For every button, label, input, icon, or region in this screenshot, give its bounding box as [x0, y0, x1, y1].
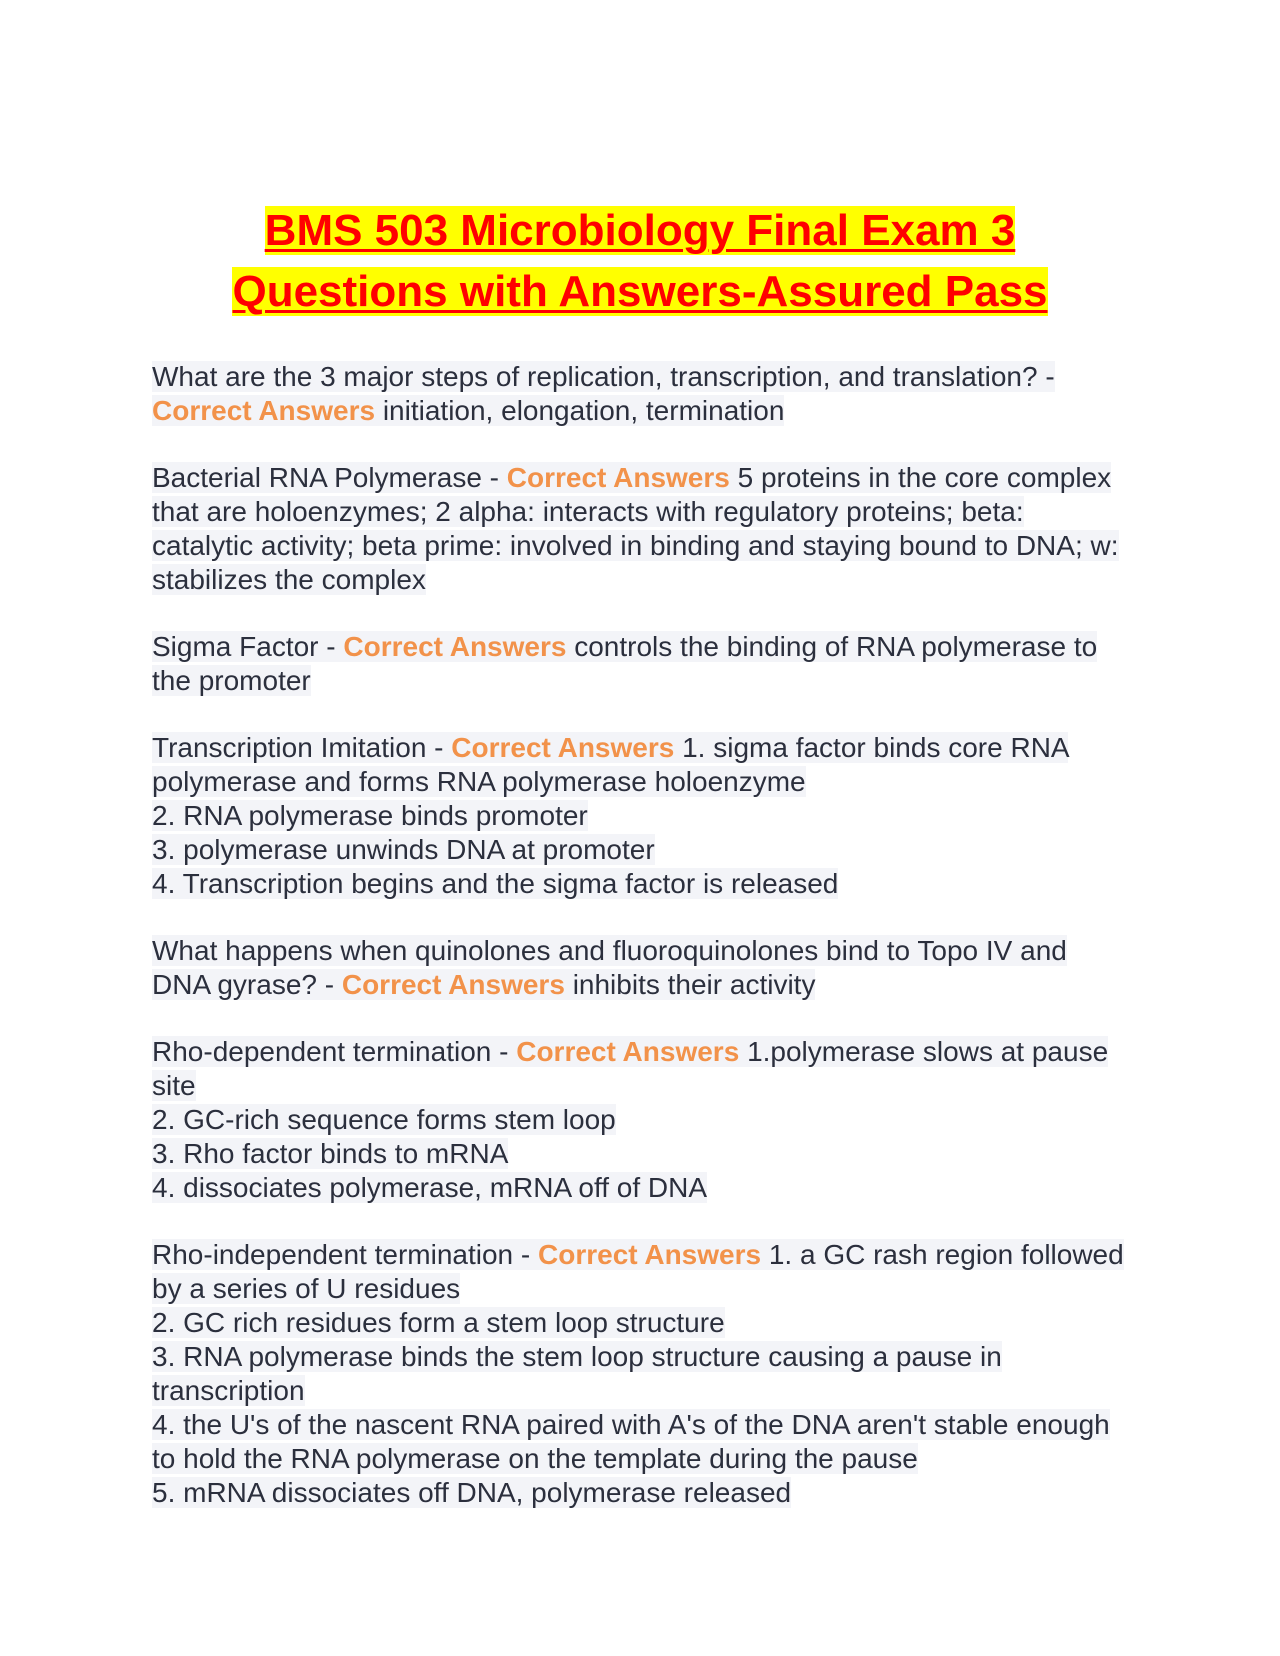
answer-step: 4. Transcription begins and the sigma factor is released [152, 868, 839, 899]
question-text: Sigma Factor - [152, 631, 336, 662]
qa-item [152, 1238, 1132, 1510]
answer-text: 1.polymerase slows at pause site [152, 1036, 1109, 1101]
answer-label: Correct Answers [516, 1036, 740, 1067]
answer-label: Correct Answers [538, 1239, 762, 1270]
answer-text: initiation, elongation, termination [382, 395, 785, 426]
answer-step: 2. GC rich residues form a stem loop structure [152, 1307, 725, 1338]
qa-item [152, 461, 1132, 597]
answer-step: 2. GC-rich sequence forms stem loop [152, 1104, 616, 1135]
answer-step: 4. the U's of the nascent RNA paired with A's of the DNA aren't stable enough to hold the RNA polymerase on the template during the pause [152, 1409, 1110, 1474]
answer-step: 3. polymerase unwinds DNA at promoter [152, 834, 655, 865]
qa-item [152, 360, 1132, 428]
answer-label: Correct Answers [152, 395, 376, 426]
qa-item [152, 731, 1132, 901]
answer-label: Correct Answers [506, 462, 730, 493]
answer-label: Correct Answers [341, 969, 565, 1000]
answer-text: 5 proteins in the core complex that are holoenzymes; 2 alpha: interacts with regulatory proteins; beta: catalytic activity; beta prime: involved in binding and staying bound to DNA; w: stabilizes the complex [152, 462, 1119, 595]
qa-list [152, 360, 1132, 1543]
question-text: Rho-dependent termination - [152, 1036, 509, 1067]
title-line-1: BMS 503 Microbiology Final Exam 3 [264, 206, 1016, 255]
answer-step: 3. Rho factor binds to mRNA [152, 1138, 509, 1169]
answer-step: 2. RNA polymerase binds promoter [152, 800, 588, 831]
question-text: Transcription Imitation - [152, 732, 444, 763]
answer-step: 3. RNA polymerase binds the stem loop structure causing a pause in transcription [152, 1341, 1002, 1406]
question-text: What happens when quinolones and fluoroquinolones bind to Topo IV and DNA gyrase? - [152, 935, 1067, 1000]
answer-text: inhibits their activity [572, 969, 816, 1000]
answer-label: Correct Answers [343, 631, 567, 662]
question-text: Bacterial RNA Polymerase - [152, 462, 500, 493]
document-title [0, 200, 1280, 322]
answer-step: 5. mRNA dissociates off DNA, polymerase released [152, 1477, 792, 1508]
answer-label: Correct Answers [451, 732, 675, 763]
title-line-2: Questions with Answers-Assured Pass [232, 267, 1048, 316]
question-text: Rho-independent termination - [152, 1239, 531, 1270]
answer-text: 1. a GC rash region followed by a series of U residues [152, 1239, 1124, 1304]
question-text: What are the 3 major steps of replication, transcription, and translation? - [152, 361, 1055, 392]
answer-step: 4. dissociates polymerase, mRNA off of DNA [152, 1172, 708, 1203]
qa-item [152, 934, 1132, 1002]
qa-item [152, 1035, 1132, 1205]
answer-text: controls the binding of RNA polymerase to the promoter [152, 631, 1098, 696]
qa-item [152, 630, 1132, 698]
answer-text: 1. sigma factor binds core RNA polymerase and forms RNA polymerase holoenzyme [152, 732, 1069, 797]
